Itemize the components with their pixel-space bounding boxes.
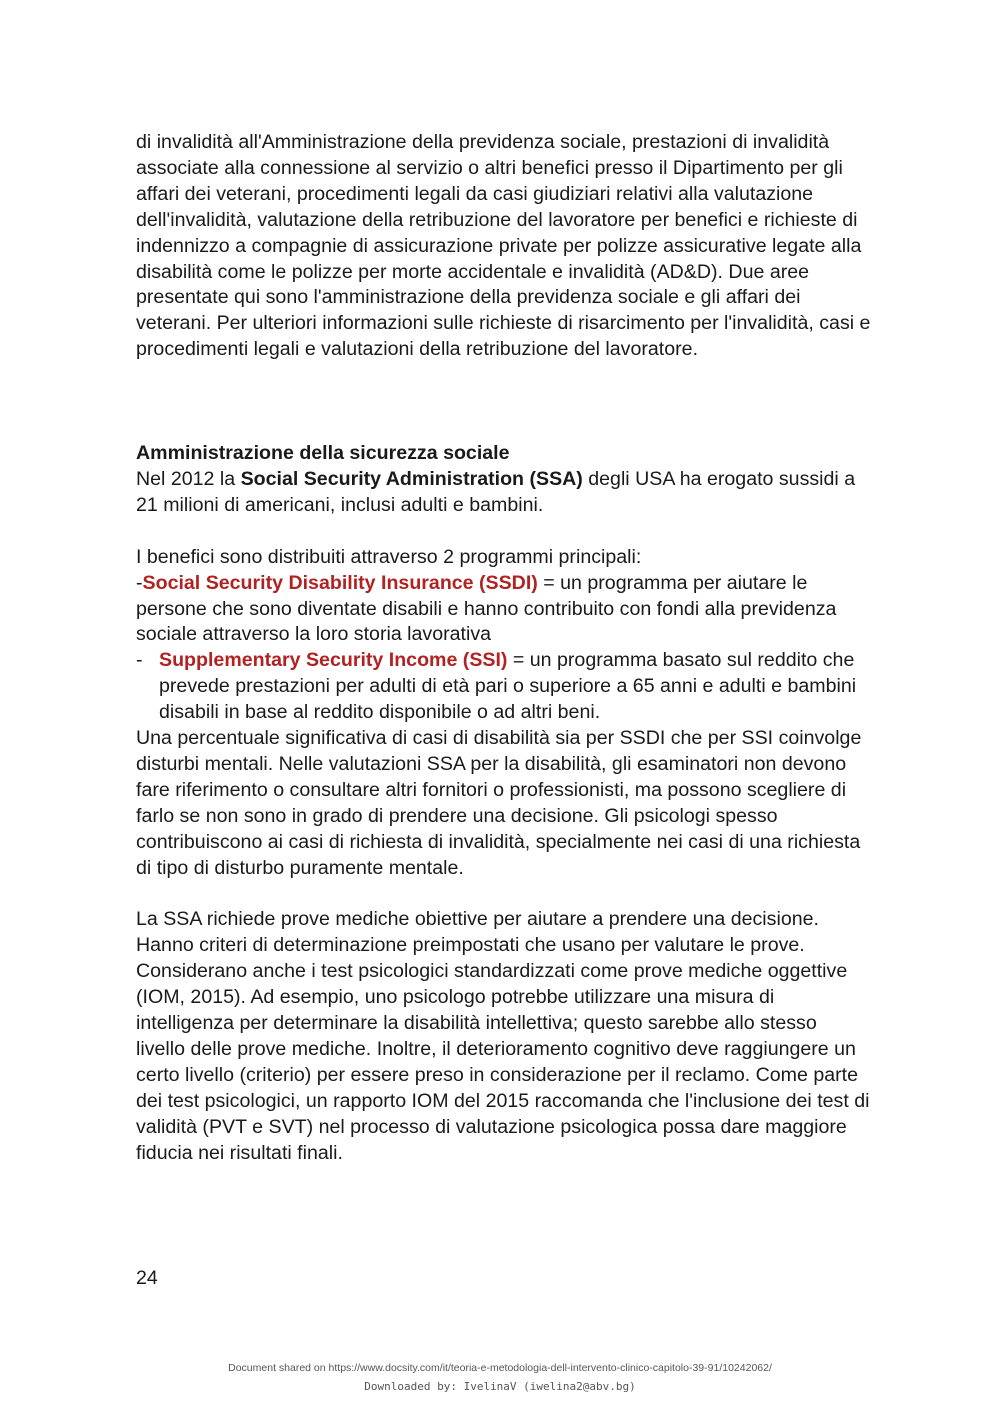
mental-disorders-paragraph: Una percentuale significativa di casi di disabilità sia per SSDI che per SSI coinvolge disturbi mentali. Nelle valutazioni SSA per la disabilità, gli esaminatori non devono fare riferimento o consultare altri fornitori o professionisti, ma possono scegliere di farlo se non sono in grado di prendere una decisione. Gli psicologi spesso contribuiscono ai casi di richiesta di invalidità, specialmente nei casi di una richiesta di tipo di disturbo puramente mentale. [136, 727, 862, 879]
ssdi-item [136, 571, 871, 649]
ssa-intro-text-start: Nel 2012 la [136, 468, 241, 491]
ssi-item [136, 648, 871, 726]
ssdi-term: Social Security Disability Insurance (SSDI) [142, 571, 538, 594]
ssa-intro-paragraph [136, 467, 871, 519]
paragraph-spacer [136, 519, 871, 545]
ssa-name-bold: Social Security Administration (SSA) [240, 468, 583, 491]
ssa-intro-text-end: degli USA ha erogato sussidi a 21 milioni di americani, inclusi adulti e bambini. [136, 468, 856, 516]
ssi-bullet: - [136, 649, 143, 672]
section-heading: Amministrazione della sicurezza sociale [136, 442, 510, 465]
ssi-description: = un programma basato sul reddito che prevede prestazioni per adulti di età pari o superiore a 65 anni e adulti e bambini disabili in base al reddito disponibile o ad altri beni. [159, 649, 857, 724]
ssdi-description: = un programma per aiutare le persone che sono diventate disabili e hanno contribuito con fondi alla previdenza sociale attraverso la loro storia lavorativa [136, 571, 837, 646]
ssi-term: Supplementary Security Income (SSI) [159, 649, 508, 672]
ssi-body [159, 648, 871, 726]
section-spacer [136, 363, 871, 441]
footer-downloaded-by: Downloaded by: IvelinaV (iwelina2@abv.bg) [364, 1380, 636, 1393]
footer-shared-notice: Document shared on https://www.docsity.com/it/teoria-e-metodologia-dell-intervento-clinico-capitolo-39-91/10242062/ [228, 1362, 772, 1374]
ssdi-dash: - [136, 571, 143, 594]
paragraph-spacer [136, 882, 871, 908]
page-number: 24 [136, 1267, 158, 1289]
document-body [136, 130, 871, 1167]
intro-paragraph: di invalidità all'Amministrazione della previdenza sociale, prestazioni di invalidità associate alla connessione al servizio o altri benefici presso il Dipartimento per gli affari dei veterani, procedimenti legali da casi giudiziari relativi alla valutazione dell'invalidità, valutazione della retribuzione del lavoratore per benefici e richieste di indennizzo a compagnie di assicurazione private per polizze assicurative legate alla disabilità come le polizze per morte accidentale e invalidità (AD&D). Due aree presentate qui sono l'amministrazione della previdenza sociale e gli affari dei veterani. Per ulteriori informazioni sulle richieste di risarcimento per l'invalidità, casi e procedimenti legali e valutazioni della retribuzione del lavoratore. [136, 131, 871, 361]
programs-intro: I benefici sono distribuiti attraverso 2 programmi principali: [136, 545, 642, 568]
medical-evidence-paragraph: La SSA richiede prove mediche obiettive per aiutare a prendere una decisione. Hanno criteri di determinazione preimpostati che usano per valutare le prove. Considerano anche i test psicologici standardizzati come prove mediche oggettive (IOM, 2015). Ad esempio, uno psicologo potrebbe utilizzare una misura di intelligenza per determinare la disabilità intellettiva; questo sarebbe allo stesso livello delle prove mediche. Inoltre, il deterioramento cognitivo deve raggiungere un certo livello (criterio) per essere preso in considerazione per il reclamo. Come parte dei test psicologici, un rapporto IOM del 2015 raccomanda che l'inclusione dei test di validità (PVT e SVT) nel processo di valutazione psicologica possa dare maggiore fiducia nei risultati finali. [136, 908, 870, 1164]
